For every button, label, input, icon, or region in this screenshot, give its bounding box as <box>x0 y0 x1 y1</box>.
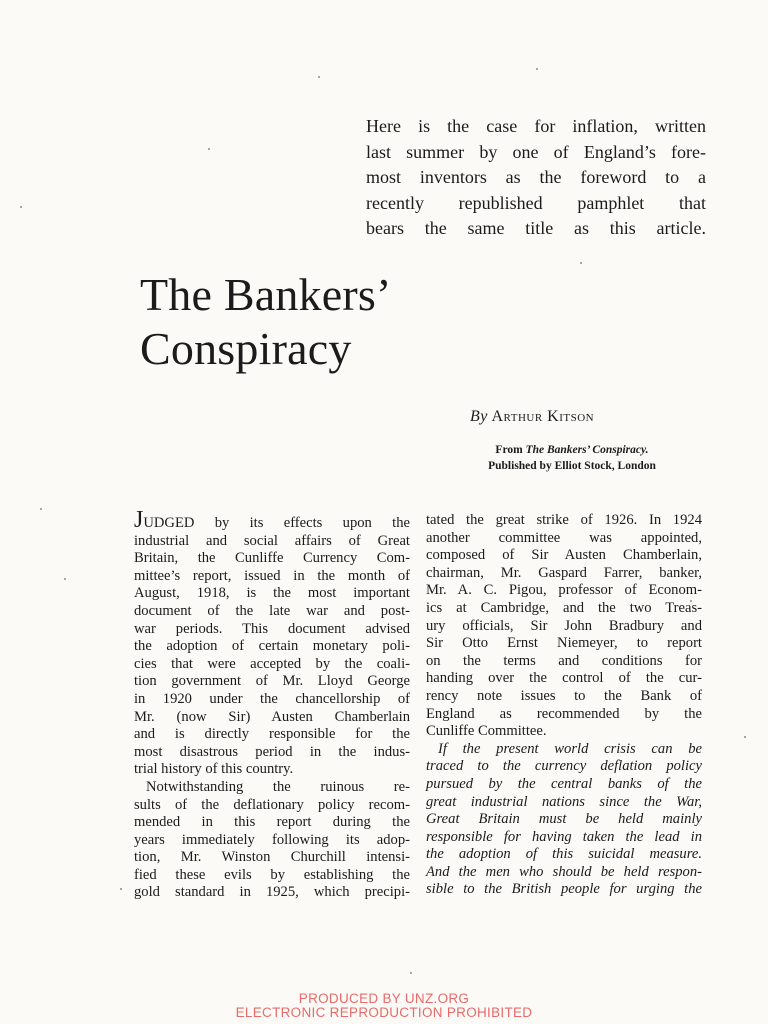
body-line: composed of Sir Austen Chamberlain, <box>426 547 702 564</box>
body-line-rest: UDGED by its effects upon the <box>143 515 410 531</box>
body-line: handing over the control of the cur- <box>426 670 702 687</box>
italic-body-line: the adoption of this suicidal measure. <box>426 846 702 863</box>
scan-speck <box>20 206 22 208</box>
source-line-1 <box>442 442 702 458</box>
body-line: years immediately following its adop- <box>134 831 410 848</box>
scan-speck <box>744 736 746 738</box>
byline-by: By <box>470 408 488 425</box>
italic-body-line: Great Britain must be held mainly <box>426 811 702 828</box>
italic-body-line: great industrial nations since the War, <box>426 793 702 810</box>
italic-body-line: If the present world crisis can be <box>438 740 702 757</box>
body-line: and is directly responsible for the <box>134 726 410 743</box>
article-column-right <box>426 512 702 899</box>
body-line: mended in this report during the <box>134 814 410 831</box>
body-line: gold standard in 1925, which precipi- <box>134 884 410 901</box>
body-line: tion government of Mr. Lloyd George <box>134 673 410 690</box>
body-line: in 1920 under the chancellorship of <box>134 690 410 707</box>
body-line: document of the late war and post- <box>134 602 410 619</box>
scan-speck <box>536 68 538 70</box>
footer-watermark-line-1: PRODUCED BY UNZ.ORG <box>298 991 470 1006</box>
intro-line: most inventors as the foreword to a <box>366 167 706 187</box>
body-line: sults of the deflationary policy recom- <box>134 796 410 813</box>
body-line: chairman, Mr. Gaspard Farrer, banker, <box>426 564 702 581</box>
intro-paragraph <box>366 114 706 242</box>
article-column-left <box>134 507 410 902</box>
source-book-title: The Bankers’ Conspiracy. <box>525 444 649 456</box>
body-line: Notwithstanding the ruinous re- <box>146 778 410 795</box>
intro-line: last summer by one of England’s fore- <box>366 141 706 162</box>
body-line: fied these evils by establishing the <box>134 866 410 883</box>
scan-speck <box>208 148 210 150</box>
scan-speck <box>318 76 320 78</box>
scan-speck <box>64 578 66 580</box>
drop-cap: J <box>134 507 144 533</box>
intro-line: Here is the case for inflation, written <box>366 116 706 136</box>
body-line: rency note issues to the Bank of <box>426 687 702 704</box>
body-line: tion, Mr. Winston Churchill intensi- <box>134 849 410 866</box>
italic-body-line: pursued by the central banks of the <box>426 775 702 792</box>
byline-author: Arthur Kitson <box>491 408 595 425</box>
footer-watermark-line-2: ELECTRONIC REPRODUCTION PROHIBITED <box>235 1005 533 1020</box>
italic-body-line: And the men who should be held respon- <box>426 863 702 880</box>
italic-body-line: sible to the British people for urging the <box>426 881 702 898</box>
title-line-2: Conspiracy <box>140 323 352 374</box>
scan-speck <box>410 972 412 974</box>
intro-line: bears the same title as this article. <box>366 218 706 238</box>
body-line: industrial and social affairs of Great <box>134 532 410 549</box>
body-line: the adoption of certain monetary poli- <box>134 638 410 655</box>
italic-body-line: traced to the currency deflation policy <box>426 758 702 775</box>
body-line: Mr. (now Sir) Austen Chamberlain <box>134 708 410 725</box>
body-line: on the terms and conditions for <box>426 652 702 669</box>
body-line: ics at Cambridge, and the two Treas- <box>426 599 702 616</box>
title-line-1: The Bankers’ <box>140 269 392 320</box>
body-line <box>134 507 410 533</box>
byline <box>470 408 710 426</box>
scan-speck <box>580 262 582 264</box>
body-line: trial history of this country. <box>134 761 294 778</box>
scan-speck <box>120 888 122 890</box>
body-line: Sir Otto Ernst Niemeyer, to report <box>426 635 702 652</box>
body-line: Mr. A. C. Pigou, professor of Econom- <box>426 582 702 599</box>
italic-body-line: responsible for having taken the lead in <box>426 828 702 845</box>
source-from: From <box>495 444 523 456</box>
body-line: Britain, the Cunliffe Currency Com- <box>134 550 410 567</box>
body-line: England as recommended by the <box>426 705 702 722</box>
source-publisher: Published by Elliot Stock, London <box>488 460 656 472</box>
body-line: war periods. This document advised <box>134 620 410 637</box>
body-line: cies that were accepted by the coali- <box>134 655 410 672</box>
body-line: tated the great strike of 1926. In 1924 <box>426 512 702 528</box>
source-note <box>442 442 702 474</box>
body-line: August, 1918, is the most important <box>134 585 410 602</box>
body-line: ury officials, Sir John Bradbury and <box>426 617 702 634</box>
scan-speck <box>40 508 42 510</box>
body-line: another committee was appointed, <box>426 529 702 546</box>
body-line: Cunliffe Committee. <box>426 723 547 740</box>
body-line: mittee’s report, issued in the month of <box>134 567 410 584</box>
intro-line: recently republished pamphlet that <box>366 192 706 213</box>
article-title <box>140 268 460 376</box>
body-line: most disastrous period in the indus- <box>134 743 410 760</box>
